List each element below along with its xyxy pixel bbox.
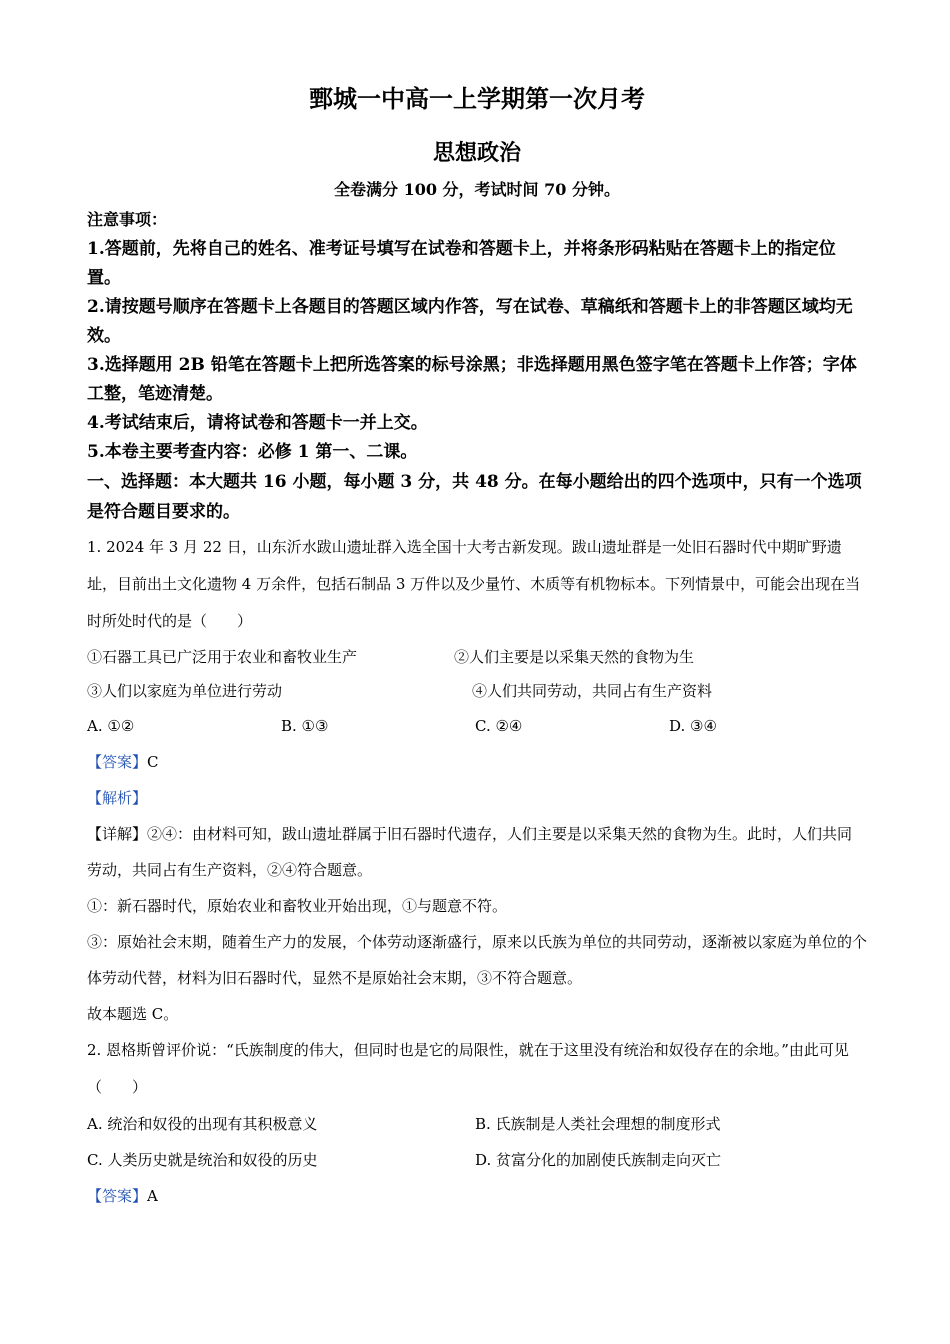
analysis-tag: 【解析】 xyxy=(87,789,148,807)
notice-item: 1.答题前，先将自己的姓名、准考证号填写在试卷和答题卡上，并将条形码粘贴在答题卡上的指定位置。 xyxy=(87,239,836,288)
options-row xyxy=(87,1142,867,1178)
options-row xyxy=(87,708,867,744)
analysis-line xyxy=(87,780,867,816)
statement-4: ④人们共同劳动，共同占有生产资料 xyxy=(472,682,713,700)
notice-heading: 注意事项： xyxy=(87,210,168,229)
exam-info: 全卷满分 100 分，考试时间 70 分钟。 xyxy=(334,180,620,199)
question-1 xyxy=(87,529,867,1032)
answer-value: C xyxy=(147,753,159,771)
option-d: D. 贫富分化的加剧使氏族制走向灭亡 xyxy=(475,1151,722,1169)
option-c: C. ②④ xyxy=(475,717,523,735)
detail-paragraph: ①：新石器时代，原始农业和畜牧业开始出现，①与题意不符。 xyxy=(87,897,508,915)
notice-block xyxy=(87,207,867,467)
notice-item: 2.请按题号顺序在答题卡上各题目的答题区域内作答，写在试卷、草稿纸和答题卡上的非答题区域均无效。 xyxy=(87,297,853,346)
notice-item: 4.考试结束后，请将试卷和答题卡一并上交。 xyxy=(87,413,428,433)
answer-tag: 【答案】 xyxy=(87,753,148,771)
question-2 xyxy=(87,1032,867,1214)
answer-line xyxy=(87,1178,867,1214)
option-c: C. 人类历史就是统治和奴役的历史 xyxy=(87,1151,318,1169)
statement-3: ③人们以家庭为单位进行劳动 xyxy=(87,682,283,700)
option-a: A. ①② xyxy=(87,717,135,735)
answer-line xyxy=(87,744,867,780)
options-row xyxy=(87,1106,867,1142)
section-heading: 一、选择题：本大题共 16 小题，每小题 3 分，共 48 分。在每小题给出的四个选项中，只有一个选项是符合题目要求的。 xyxy=(87,472,862,522)
statement-2: ②人们主要是以采集天然的食物为生 xyxy=(454,648,695,666)
detail-conclusion: 故本题选 C。 xyxy=(87,1005,179,1023)
notice-item: 5.本卷主要考查内容：必修 1 第一、二课。 xyxy=(87,442,418,462)
option-b: B. ①③ xyxy=(281,717,329,735)
exam-title: 鄄城一中高一上学期第一次月考 xyxy=(309,84,645,113)
detail-tag: 【详解】 xyxy=(87,825,148,843)
answer-value: A xyxy=(147,1187,158,1205)
question-stem: 1. 2024 年 3 月 22 日，山东沂水跋山遗址群入选全国十大考古新发现。跋山遗址群是一处旧石器时代中期旷野遗址，目前出土文化遗物 4 万余件，包括石制品 3 万件以及少量竹、木质等有机物标本。下列情景中，可能会出现在当时所处时代的是（ ） xyxy=(87,538,861,630)
statement-row xyxy=(87,674,867,708)
exam-page xyxy=(87,84,867,1214)
statement-row xyxy=(87,640,867,674)
option-d: D. ③④ xyxy=(669,717,717,735)
detail-paragraph: ③：原始社会末期，随着生产力的发展，个体劳动逐渐盛行，原来以氏族为单位的共同劳动，逐渐被以家庭为单位的个体劳动代替，材料为旧石器时代，显然不是原始社会末期，③不符合题意。 xyxy=(87,933,868,987)
option-b: B. 氏族制是人类社会理想的制度形式 xyxy=(475,1115,721,1133)
detail-text: ②④：由材料可知，跋山遗址群属于旧石器时代遗存，人们主要是以采集天然的食物为生。此时，人们共同劳动，共同占有生产资料，②④符合题意。 xyxy=(87,825,853,879)
notice-item: 3.选择题用 2B 铅笔在答题卡上把所选答案的标号涂黑；非选择题用黑色签字笔在答题卡上作答；字体工整，笔迹清楚。 xyxy=(87,355,857,404)
option-a: A. 统治和奴役的出现有其积极意义 xyxy=(87,1115,318,1133)
subject-title: 思想政治 xyxy=(432,140,521,166)
detail-paragraph xyxy=(87,816,867,888)
statement-1: ①石器工具已广泛用于农业和畜牧业生产 xyxy=(87,648,358,666)
answer-tag: 【答案】 xyxy=(87,1187,148,1205)
question-stem: 2. 恩格斯曾评价说：“氏族制度的伟大，但同时也是它的局限性，就在于这里没有统治和奴役存在的余地。”由此可见（ ） xyxy=(87,1041,849,1096)
